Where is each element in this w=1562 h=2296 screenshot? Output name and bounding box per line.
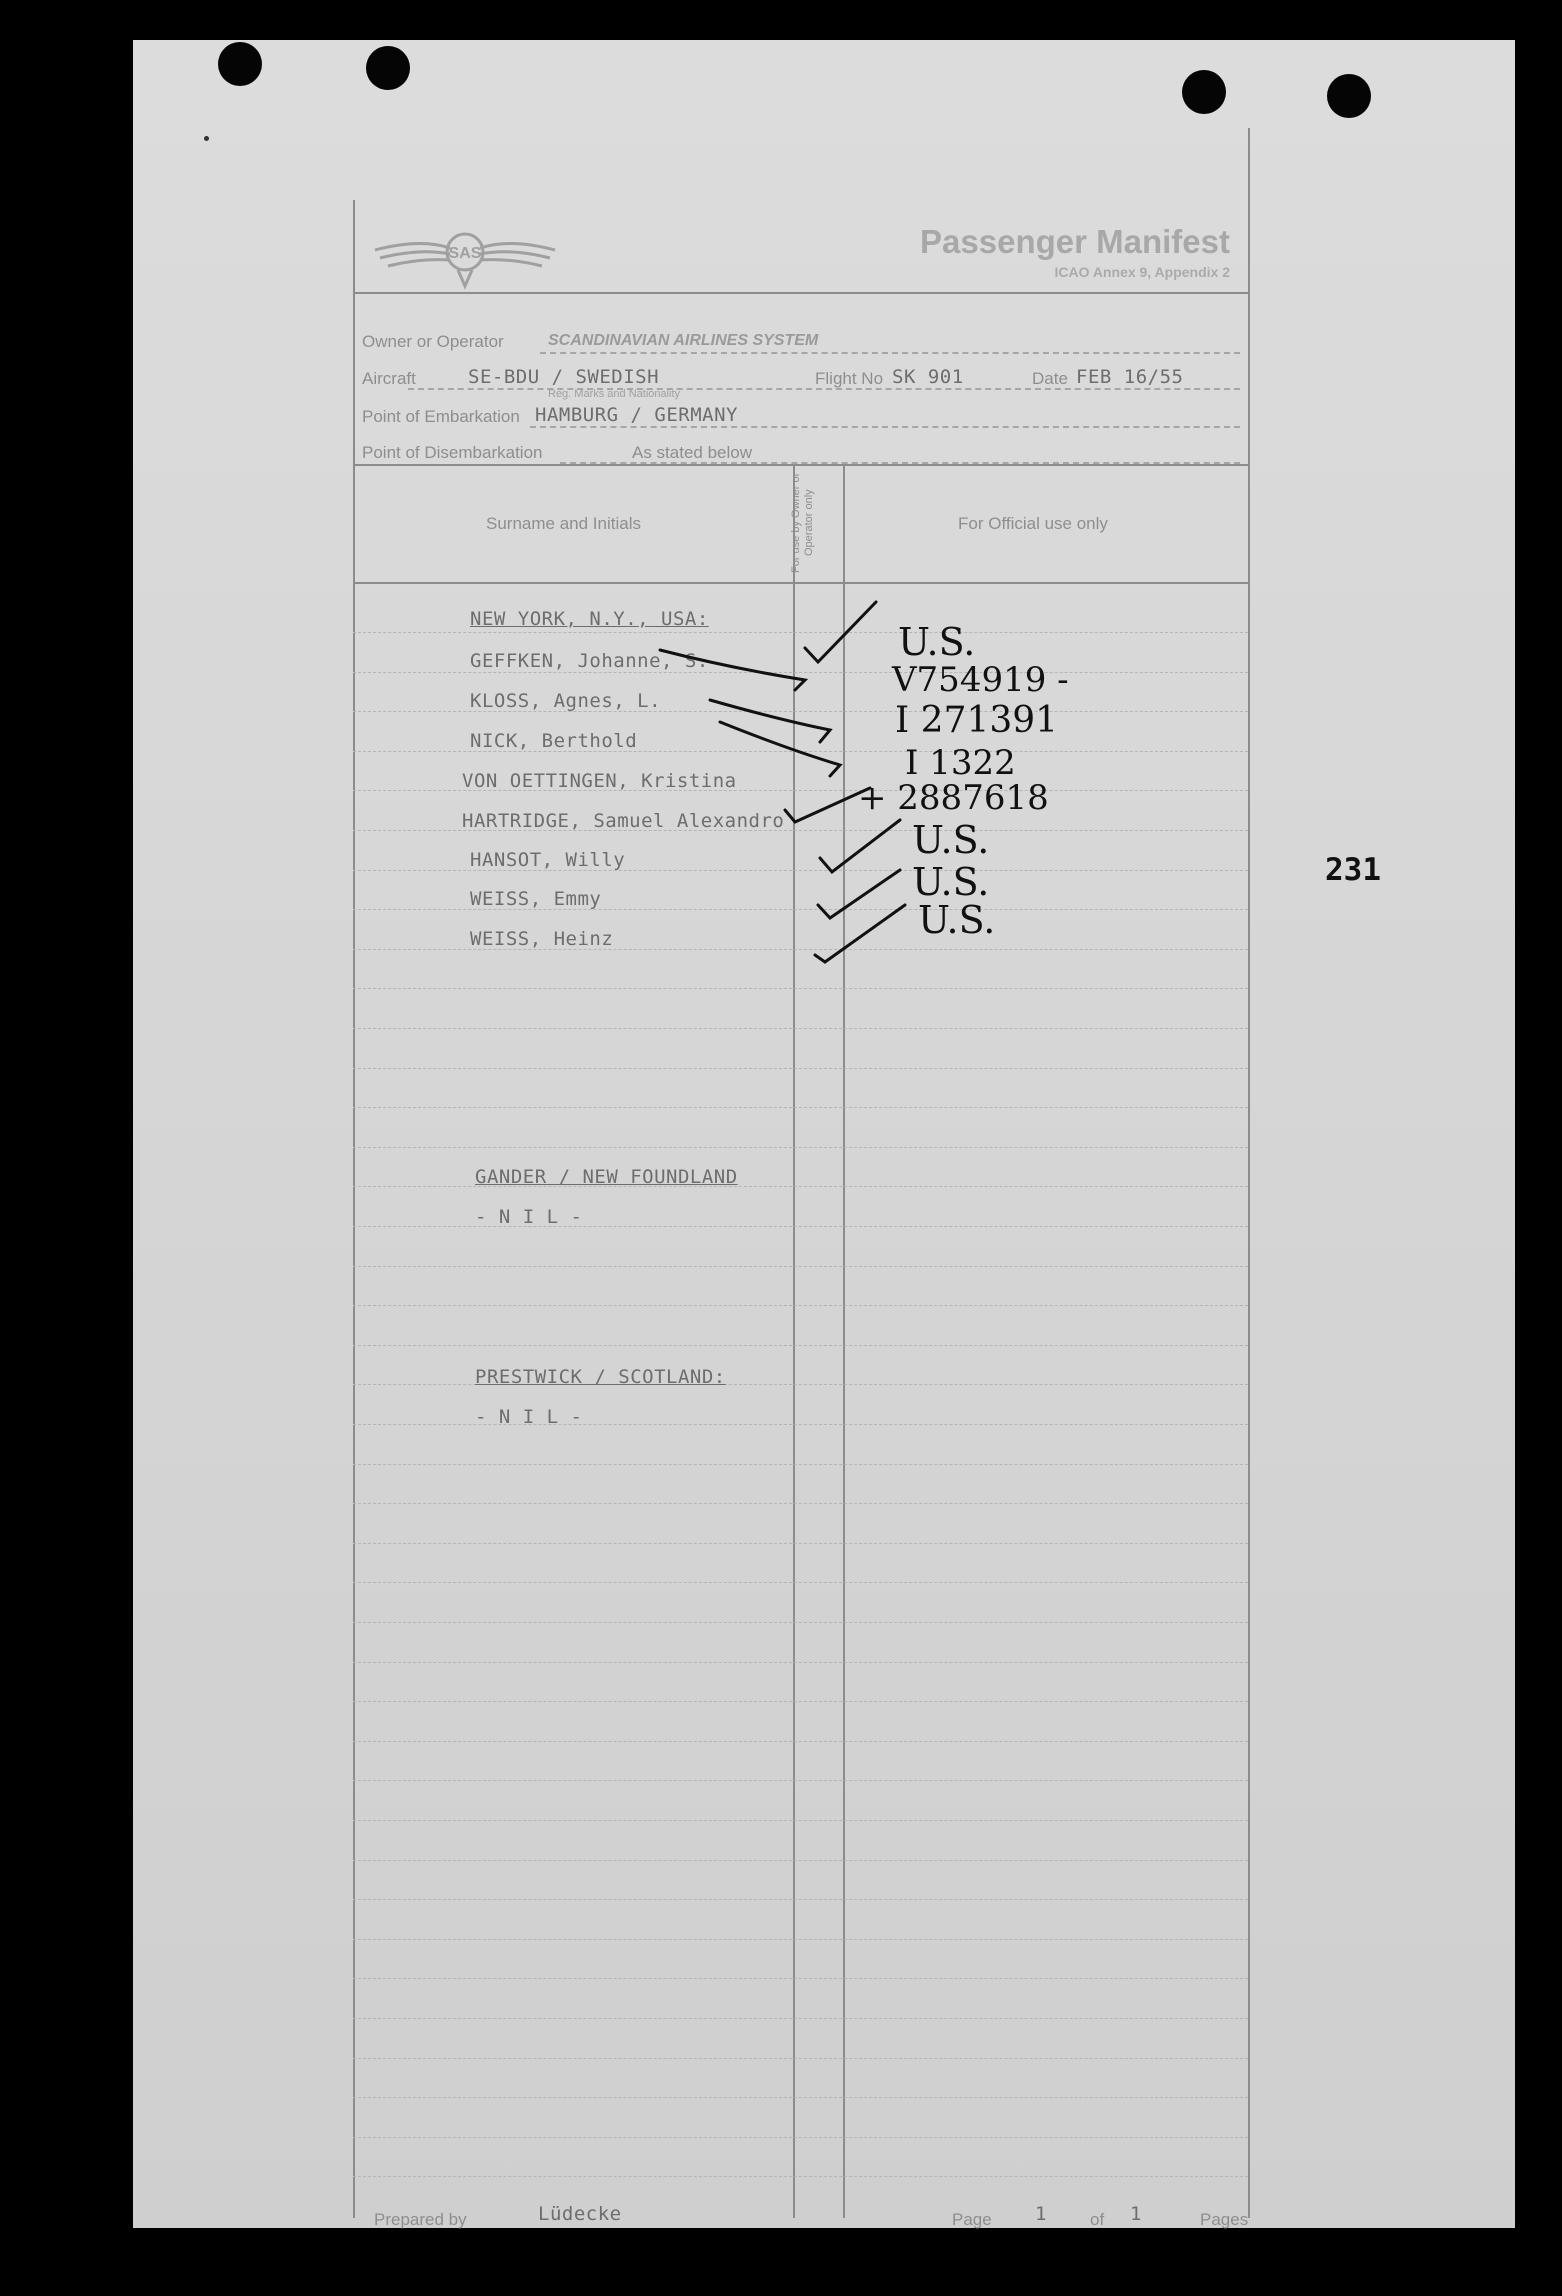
official-note: + 2887618 xyxy=(858,778,1049,818)
reg-note: Reg. Marks and Nationality xyxy=(548,388,681,400)
disembarkation-label: Point of Disembarkation xyxy=(362,443,543,462)
flight-value: SK 901 xyxy=(892,366,964,388)
nil-entry: - N I L - xyxy=(475,1406,583,1428)
nil-entry: - N I L - xyxy=(475,1206,583,1228)
embarkation-label: Point of Embarkation xyxy=(362,407,520,426)
prepared-by-label: Prepared by xyxy=(374,2210,467,2229)
col-surname-header: Surname and Initials xyxy=(486,514,641,533)
svg-text:SAS: SAS xyxy=(448,245,482,262)
pages-label: Pages xyxy=(1200,2210,1249,2229)
prepared-by-value: Lüdecke xyxy=(538,2203,622,2225)
page-value: 1 xyxy=(1035,2203,1047,2225)
passenger-name: VON OETTINGEN, Kristina xyxy=(462,770,737,792)
of-label: of xyxy=(1090,2210,1105,2229)
official-note: U.S. xyxy=(912,860,990,904)
stamped-page-number: 231 xyxy=(1325,852,1381,888)
official-note: U.S. xyxy=(898,620,976,664)
official-note: U.S. xyxy=(912,818,990,862)
col-official-header: For Official use only xyxy=(958,514,1108,533)
passenger-name: NICK, Berthold xyxy=(470,730,638,752)
col-owner-use-header: For use by Owner or Operator only xyxy=(790,472,815,574)
owner-value: SCANDINAVIAN AIRLINES SYSTEM xyxy=(548,332,819,349)
passenger-name: KLOSS, Agnes, L. xyxy=(470,690,662,712)
passenger-name: GEFFKEN, Johanne, S. xyxy=(470,650,709,672)
disembarkation-value: As stated below xyxy=(632,443,753,462)
form-title: Passenger Manifest xyxy=(920,223,1230,260)
passenger-name: WEISS, Emmy xyxy=(470,888,602,910)
destination-heading: PRESTWICK / SCOTLAND: xyxy=(475,1366,726,1388)
destination-heading: NEW YORK, N.Y., USA: xyxy=(470,608,709,630)
of-value: 1 xyxy=(1130,2203,1142,2225)
aircraft-value: SE-BDU / SWEDISH xyxy=(468,366,660,388)
passenger-name: HANSOT, Willy xyxy=(470,849,626,871)
date-value: FEB 16/55 xyxy=(1076,366,1184,388)
official-note: I 1322 xyxy=(905,743,1016,783)
aircraft-label: Aircraft xyxy=(362,369,416,388)
official-note: I 271391 xyxy=(895,700,1059,741)
embarkation-value: HAMBURG / GERMANY xyxy=(535,404,738,426)
date-label: Date xyxy=(1032,369,1068,388)
page-label: Page xyxy=(952,2210,992,2229)
official-note: U.S. xyxy=(918,898,996,942)
flight-label: Flight No xyxy=(815,369,884,388)
form-subtitle: ICAO Annex 9, Appendix 2 xyxy=(1054,264,1230,280)
official-note: V754919 - xyxy=(892,660,1069,700)
passenger-name: WEISS, Heinz xyxy=(470,928,614,950)
owner-label: Owner or Operator xyxy=(362,332,504,351)
passenger-name: HARTRIDGE, Samuel Alexandro xyxy=(462,810,785,832)
destination-heading: GANDER / NEW FOUNDLAND xyxy=(475,1166,738,1188)
